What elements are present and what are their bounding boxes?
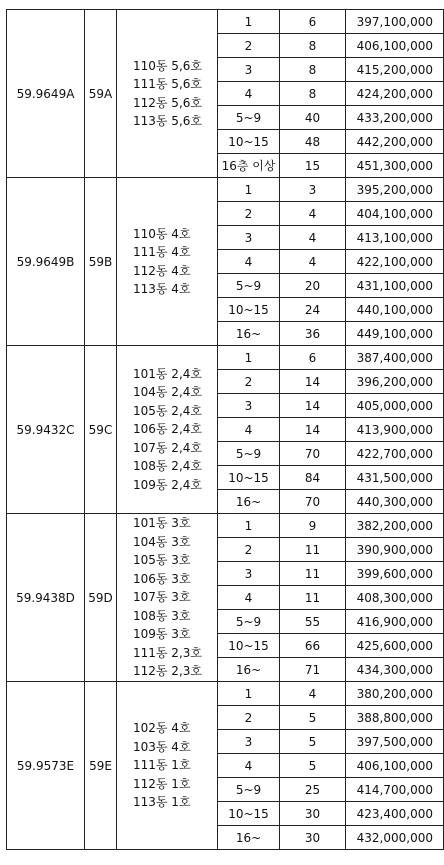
floor-cell: 10~15 (218, 130, 280, 154)
price-cell: 408,300,000 (346, 586, 444, 610)
count-cell: 6 (280, 10, 346, 34)
count-cell: 71 (280, 658, 346, 682)
price-cell: 423,400,000 (346, 802, 444, 826)
price-cell: 397,500,000 (346, 730, 444, 754)
count-cell: 70 (280, 490, 346, 514)
area-cell: 59.9649B (7, 178, 85, 346)
price-cell: 433,200,000 (346, 106, 444, 130)
price-cell: 422,100,000 (346, 250, 444, 274)
unit-line: 112동 5,6호 (133, 95, 202, 110)
floor-cell: 5~9 (218, 106, 280, 130)
count-cell: 84 (280, 466, 346, 490)
price-cell: 395,200,000 (346, 178, 444, 202)
count-cell: 5 (280, 706, 346, 730)
price-cell: 451,300,000 (346, 154, 444, 178)
table-row (7, 682, 444, 706)
count-cell: 6 (280, 346, 346, 370)
floor-cell: 3 (218, 58, 280, 82)
floor-cell: 4 (218, 754, 280, 778)
unit-line: 110동 4호 (133, 226, 191, 241)
floor-cell: 3 (218, 562, 280, 586)
price-cell: 413,100,000 (346, 226, 444, 250)
unit-line: 112동 2,3호 (133, 664, 202, 679)
unit-line: 112동 4호 (133, 263, 191, 278)
price-cell: 415,200,000 (346, 58, 444, 82)
area-cell: 59.9432C (7, 346, 85, 514)
unit-line: 108동 3호 (133, 608, 191, 623)
count-cell: 8 (280, 82, 346, 106)
price-cell: 422,700,000 (346, 442, 444, 466)
count-cell: 40 (280, 106, 346, 130)
count-cell: 3 (280, 178, 346, 202)
count-cell: 20 (280, 274, 346, 298)
unit-line: 107동 3호 (133, 590, 191, 605)
floor-cell: 10~15 (218, 466, 280, 490)
floor-cell: 16~ (218, 658, 280, 682)
table-row (7, 10, 444, 34)
count-cell: 4 (280, 682, 346, 706)
price-table-body (7, 10, 444, 850)
unit-line: 101동 3호 (133, 516, 191, 531)
floor-cell: 3 (218, 730, 280, 754)
floor-cell: 1 (218, 514, 280, 538)
floor-cell: 16~ (218, 490, 280, 514)
area-cell: 59.9649A (7, 10, 85, 178)
unit-line: 105동 3호 (133, 553, 191, 568)
price-cell: 431,100,000 (346, 274, 444, 298)
count-cell: 11 (280, 562, 346, 586)
count-cell: 8 (280, 34, 346, 58)
floor-cell: 3 (218, 394, 280, 418)
floor-cell: 2 (218, 370, 280, 394)
unit-line: 111동 5,6호 (133, 77, 202, 91)
floor-cell: 16~ (218, 826, 280, 850)
area-cell: 59.9438D (7, 514, 85, 682)
price-cell: 397,100,000 (346, 10, 444, 34)
price-cell: 406,100,000 (346, 754, 444, 778)
price-cell: 449,100,000 (346, 322, 444, 346)
unit-line: 102동 4호 (133, 721, 191, 736)
floor-cell: 4 (218, 418, 280, 442)
price-cell: 434,300,000 (346, 658, 444, 682)
count-cell: 48 (280, 130, 346, 154)
floor-cell: 10~15 (218, 802, 280, 826)
floor-cell: 3 (218, 226, 280, 250)
units-cell (117, 682, 218, 850)
unit-line: 104동 3호 (133, 534, 191, 549)
price-cell: 406,100,000 (346, 34, 444, 58)
floor-cell: 5~9 (218, 442, 280, 466)
unit-line: 104동 2,4호 (133, 385, 202, 400)
count-cell: 5 (280, 754, 346, 778)
unit-line: 103동 4호 (133, 739, 191, 754)
floor-cell: 16~ (218, 322, 280, 346)
type-cell: 59B (85, 178, 117, 346)
price-cell: 414,700,000 (346, 778, 444, 802)
price-cell: 416,900,000 (346, 610, 444, 634)
price-cell: 424,200,000 (346, 82, 444, 106)
price-table (6, 9, 444, 850)
table-row (7, 346, 444, 370)
unit-line: 101동 2,4호 (133, 366, 202, 381)
unit-line: 113동 4호 (133, 282, 191, 296)
price-cell: 390,900,000 (346, 538, 444, 562)
type-cell: 59A (85, 10, 117, 178)
price-cell: 442,200,000 (346, 130, 444, 154)
unit-line: 108동 2,4호 (133, 459, 202, 474)
type-cell: 59C (85, 346, 117, 514)
count-cell: 8 (280, 58, 346, 82)
price-cell: 440,100,000 (346, 298, 444, 322)
floor-cell: 1 (218, 10, 280, 34)
floor-cell: 5~9 (218, 274, 280, 298)
floor-cell: 2 (218, 202, 280, 226)
table-row (7, 514, 444, 538)
floor-cell: 4 (218, 82, 280, 106)
count-cell: 14 (280, 418, 346, 442)
count-cell: 4 (280, 202, 346, 226)
count-cell: 4 (280, 250, 346, 274)
unit-line: 111동 4호 (133, 245, 191, 259)
floor-cell: 4 (218, 250, 280, 274)
price-cell: 431,500,000 (346, 466, 444, 490)
unit-line: 110동 5,6호 (133, 58, 202, 73)
floor-cell: 1 (218, 178, 280, 202)
count-cell: 14 (280, 370, 346, 394)
units-cell (117, 10, 218, 178)
unit-line: 109동 2,4호 (133, 477, 202, 492)
price-cell: 404,100,000 (346, 202, 444, 226)
count-cell: 66 (280, 634, 346, 658)
type-cell: 59D (85, 514, 117, 682)
price-cell: 399,600,000 (346, 562, 444, 586)
floor-cell: 2 (218, 34, 280, 58)
unit-line: 111동 2,3호 (133, 645, 202, 660)
count-cell: 4 (280, 226, 346, 250)
count-cell: 36 (280, 322, 346, 346)
price-cell: 388,800,000 (346, 706, 444, 730)
unit-line: 107동 2,4호 (133, 440, 202, 455)
count-cell: 5 (280, 730, 346, 754)
price-cell: 387,400,000 (346, 346, 444, 370)
unit-line: 106동 3호 (133, 571, 191, 586)
count-cell: 24 (280, 298, 346, 322)
unit-line: 112동 1호 (133, 776, 191, 791)
price-cell: 396,200,000 (346, 370, 444, 394)
count-cell: 15 (280, 154, 346, 178)
count-cell: 9 (280, 514, 346, 538)
floor-cell: 4 (218, 586, 280, 610)
units-cell (117, 346, 218, 514)
price-cell: 405,000,000 (346, 394, 444, 418)
price-cell: 380,200,000 (346, 682, 444, 706)
floor-cell: 2 (218, 538, 280, 562)
floor-cell: 2 (218, 706, 280, 730)
price-cell: 432,000,000 (346, 826, 444, 850)
unit-line: 105동 2,4호 (133, 403, 202, 418)
table-row (7, 178, 444, 202)
floor-cell: 5~9 (218, 610, 280, 634)
price-cell: 413,900,000 (346, 418, 444, 442)
count-cell: 70 (280, 442, 346, 466)
unit-line: 113동 5,6호 (133, 114, 202, 128)
area-cell: 59.9573E (7, 682, 85, 850)
price-cell: 440,300,000 (346, 490, 444, 514)
floor-cell: 10~15 (218, 298, 280, 322)
unit-line: 113동 1호 (133, 795, 191, 810)
units-cell (117, 514, 218, 682)
count-cell: 55 (280, 610, 346, 634)
floor-cell: 1 (218, 682, 280, 706)
count-cell: 11 (280, 538, 346, 562)
price-cell: 425,600,000 (346, 634, 444, 658)
type-cell: 59E (85, 682, 117, 850)
price-cell: 382,200,000 (346, 514, 444, 538)
unit-line: 111동 1호 (133, 758, 191, 773)
unit-line: 109동 3호 (133, 627, 191, 642)
unit-line: 106동 2,4호 (133, 422, 202, 437)
count-cell: 30 (280, 802, 346, 826)
count-cell: 14 (280, 394, 346, 418)
floor-cell: 10~15 (218, 634, 280, 658)
floor-cell: 5~9 (218, 778, 280, 802)
floor-cell: 16층 이상 (218, 154, 280, 178)
count-cell: 30 (280, 826, 346, 850)
units-cell (117, 178, 218, 346)
floor-cell: 1 (218, 346, 280, 370)
count-cell: 11 (280, 586, 346, 610)
count-cell: 25 (280, 778, 346, 802)
